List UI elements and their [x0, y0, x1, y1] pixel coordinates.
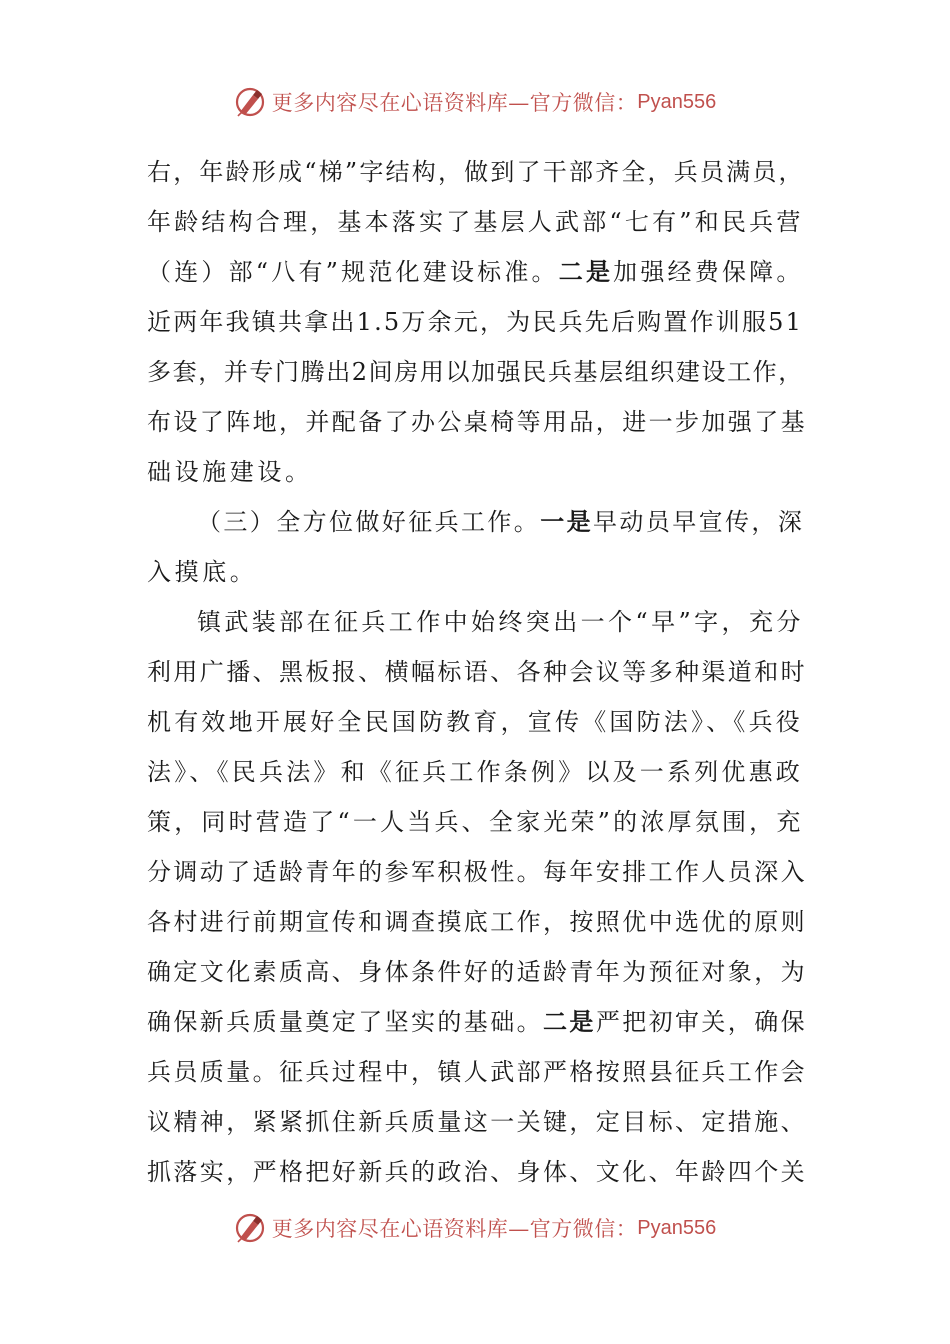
body-line-text: 策，同时营造了“一人当兵、全家光荣”的浓厚氛围，充 [147, 808, 804, 836]
body-line-text: 加强经费保障。 [613, 258, 804, 286]
body-line-text: 布设了阵地，并配备了办公桌椅等用品，进一步加强了基 [147, 408, 807, 436]
body-line [147, 1147, 807, 1197]
footer-wechat-id: Pyan556 [637, 1216, 717, 1239]
body-line-text: 年龄结构合理，基本落实了基层人武部“七有”和民兵营 [147, 208, 804, 236]
body-line-text: 镇武装部在征兵工作中始终突出一个“早”字，充分 [197, 608, 804, 636]
body-line [147, 947, 807, 997]
body-line [147, 797, 807, 847]
bold-marker: 二是 [558, 258, 614, 286]
body-line-text: 法》、《民兵法》和《征兵工作条例》以及一系列优惠政 [147, 758, 803, 786]
header-brand-text: 更多内容尽在心语资料库—官方微信： [271, 91, 638, 115]
body-line [147, 1047, 807, 1097]
body-line-text: 确定文化素质高、身体条件好的适龄青年为预征对象，为 [147, 958, 807, 986]
bold-marker: 一是 [540, 508, 594, 536]
body-line-text: 础设施建设。 [147, 458, 313, 486]
body-line [147, 547, 807, 597]
body-line [147, 697, 807, 747]
body-line-text: 兵员质量。征兵过程中，镇人武部严格按照县征兵工作会 [147, 1058, 807, 1086]
body-line [147, 897, 807, 947]
body-line-text: 利用广播、黑板报、横幅标语、各种会议等多种渠道和时 [147, 658, 807, 686]
pen-nib-circle-icon [234, 1211, 268, 1245]
body-line-text: 分调动了适龄青年的参军积极性。每年安排工作人员深入 [147, 858, 807, 886]
body-line [147, 347, 807, 397]
body-line-text: 机有效地开展好全民国防教育，宣传《国防法》、《兵役 [147, 708, 803, 736]
body-line-text: 右，年龄形成“梯”字结构，做到了干部齐全，兵员满员， [147, 158, 805, 186]
body-line [147, 1097, 807, 1147]
body-line [147, 647, 807, 697]
body-line-text: 近两年我镇共拿出1.5万余元，为民兵先后购置作训服51 [147, 308, 804, 336]
body-line-text: 早动员早宣传，深 [593, 508, 805, 536]
header-wechat-id: Pyan556 [637, 90, 717, 113]
footer-brand-text: 更多内容尽在心语资料库—官方微信： [271, 1217, 638, 1241]
bold-marker: 二是 [543, 1008, 596, 1036]
body-line-text: 入摸底。 [147, 558, 258, 586]
body-line [147, 497, 807, 547]
body-line [147, 247, 807, 297]
body-line [147, 597, 807, 647]
body-line [147, 847, 807, 897]
body-line-text: 议精神，紧紧抓住新兵质量这一关键，定目标、定措施、 [147, 1108, 807, 1136]
body-line-text: （三）全方位做好征兵工作。 [197, 508, 541, 536]
body-line-text: 确保新兵质量奠定了坚实的基础。 [147, 1008, 543, 1036]
body-line [147, 197, 807, 247]
body-line [147, 747, 807, 797]
body-line-text: （连）部“八有”规范化建设标准。 [147, 258, 559, 286]
body-line [147, 397, 807, 447]
footer-watermark [0, 1208, 950, 1248]
pen-nib-circle-icon [234, 85, 268, 119]
body-line-text: 多套，并专门腾出2间房用以加强民兵基层组织建设工作， [147, 358, 804, 386]
body-line-text: 各村进行前期宣传和调查摸底工作，按照优中选优的原则 [147, 908, 807, 936]
body-line [147, 447, 807, 497]
document-body [147, 147, 807, 1197]
body-line [147, 297, 807, 347]
header-watermark [0, 82, 950, 122]
body-line [147, 997, 807, 1047]
body-line-text: 抓落实，严格把好新兵的政治、身体、文化、年龄四个关 [147, 1158, 807, 1186]
body-line [147, 147, 807, 197]
body-line-text: 严把初审关，确保 [595, 1008, 807, 1036]
